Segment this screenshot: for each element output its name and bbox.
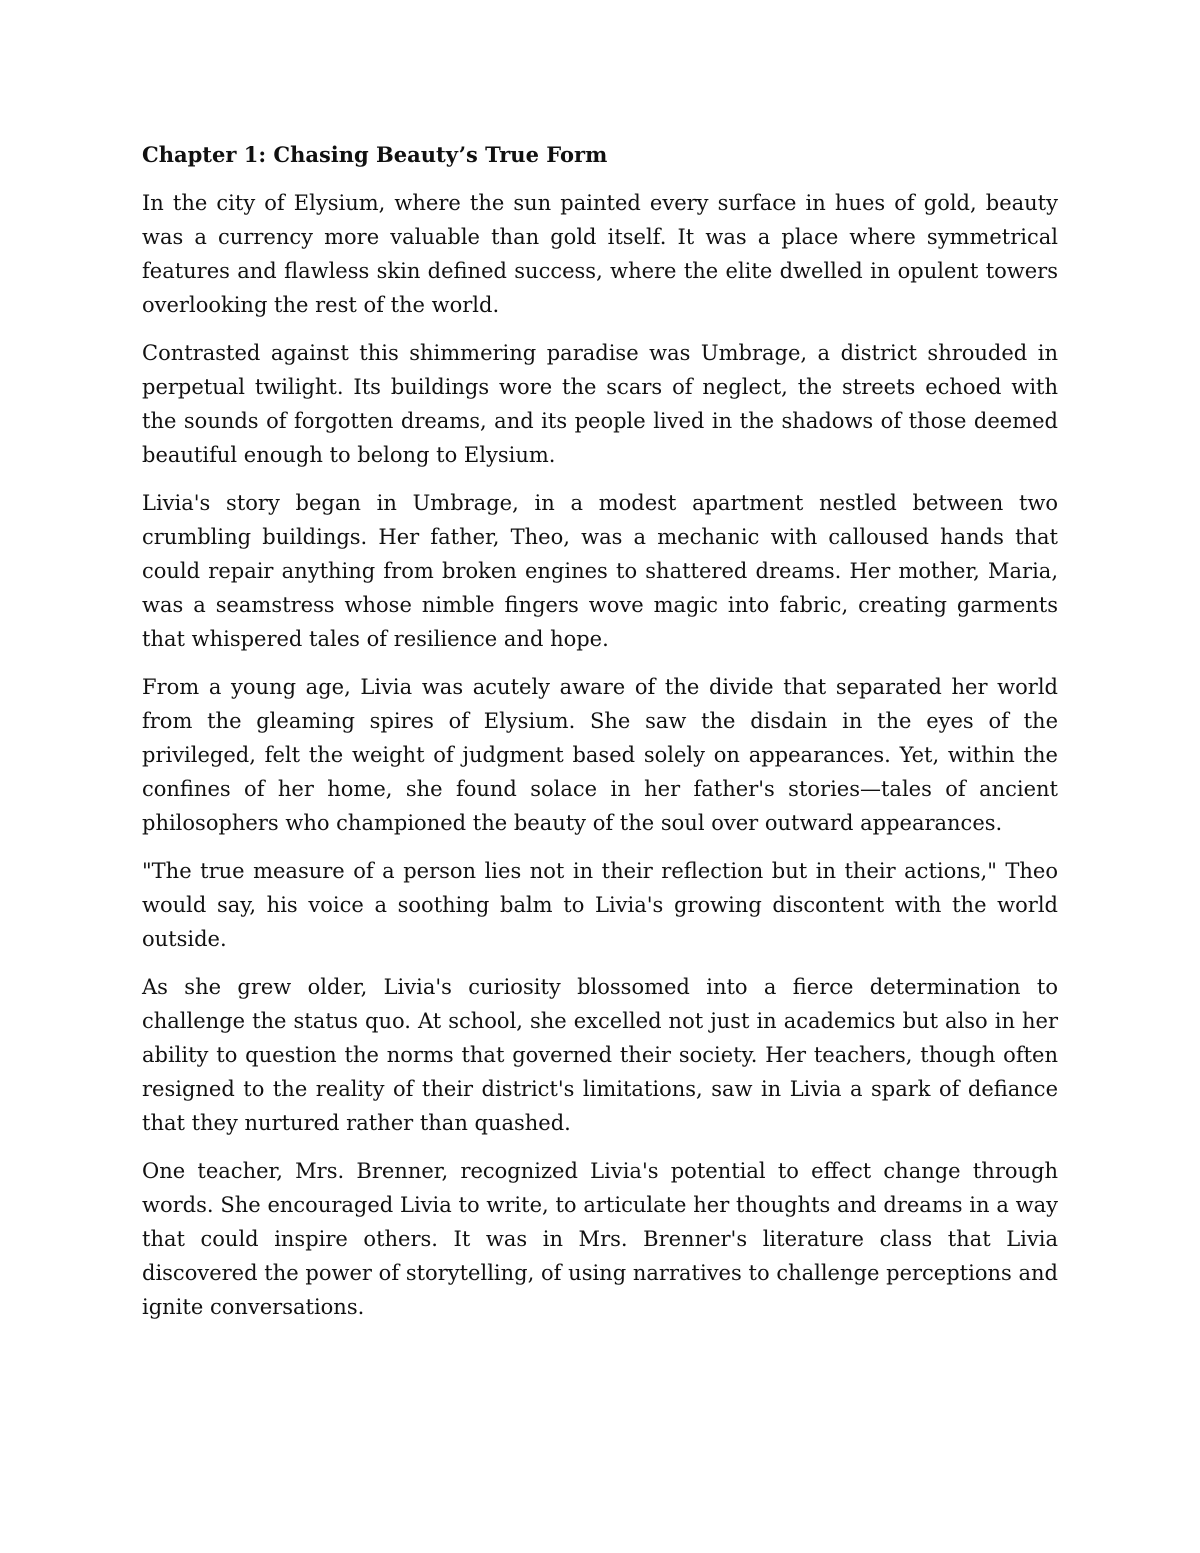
- paragraph: "The true measure of a person lies not in their reflection but in their actions," Theo would say, his voice a soothing balm to Livia's growing discontent with the world outside.: [142, 859, 1058, 951]
- document-body: [142, 138, 1058, 1338]
- paragraph: As she grew older, Livia's curiosity blossomed into a fierce determination to challenge the status quo. At school, she excelled not just in academics but also in her ability to question the norms that governed their society. Her teachers, though often resigned to the reality of their district's limitations, saw in Livia a spark of defiance that they nurtured rather than quashed.: [142, 975, 1058, 1135]
- paragraph: In the city of Elysium, where the sun painted every surface in hues of gold, beauty was a currency more valuable than gold itself. It was a place where symmetrical features and flawless skin defined success, where the elite dwelled in opulent towers overlooking the rest of the world.: [142, 191, 1058, 317]
- paragraph: From a young age, Livia was acutely aware of the divide that separated her world from the gleaming spires of Elysium. She saw the disdain in the eyes of the privileged, felt the weight of judgment based solely on appearances. Yet, within the confines of her home, she found solace in her father's stories—tales of ancient philosophers who championed the beauty of the soul over outward appearances.: [142, 675, 1058, 835]
- paragraph: One teacher, Mrs. Brenner, recognized Livia's potential to effect change through words. She encouraged Livia to write, to articulate her thoughts and dreams in a way that could inspire others. It was in Mrs. Brenner's literature class that Livia discovered the power of storytelling, of using narratives to challenge perceptions and ignite conversations.: [142, 1159, 1058, 1319]
- paragraph: Contrasted against this shimmering paradise was Umbrage, a district shrouded in perpetual twilight. Its buildings wore the scars of neglect, the streets echoed with the sounds of forgotten dreams, and its people lived in the shadows of those deemed beautiful enough to belong to Elysium.: [142, 341, 1058, 467]
- chapter-title: Chapter 1: Chasing Beauty’s True Form: [142, 142, 608, 167]
- paragraph: Livia's story began in Umbrage, in a modest apartment nestled between two crumbling buildings. Her father, Theo, was a mechanic with calloused hands that could repair anything from broken engines to shattered dreams. Her mother, Maria, was a seamstress whose nimble fingers wove magic into fabric, creating garments that whispered tales of resilience and hope.: [142, 491, 1058, 651]
